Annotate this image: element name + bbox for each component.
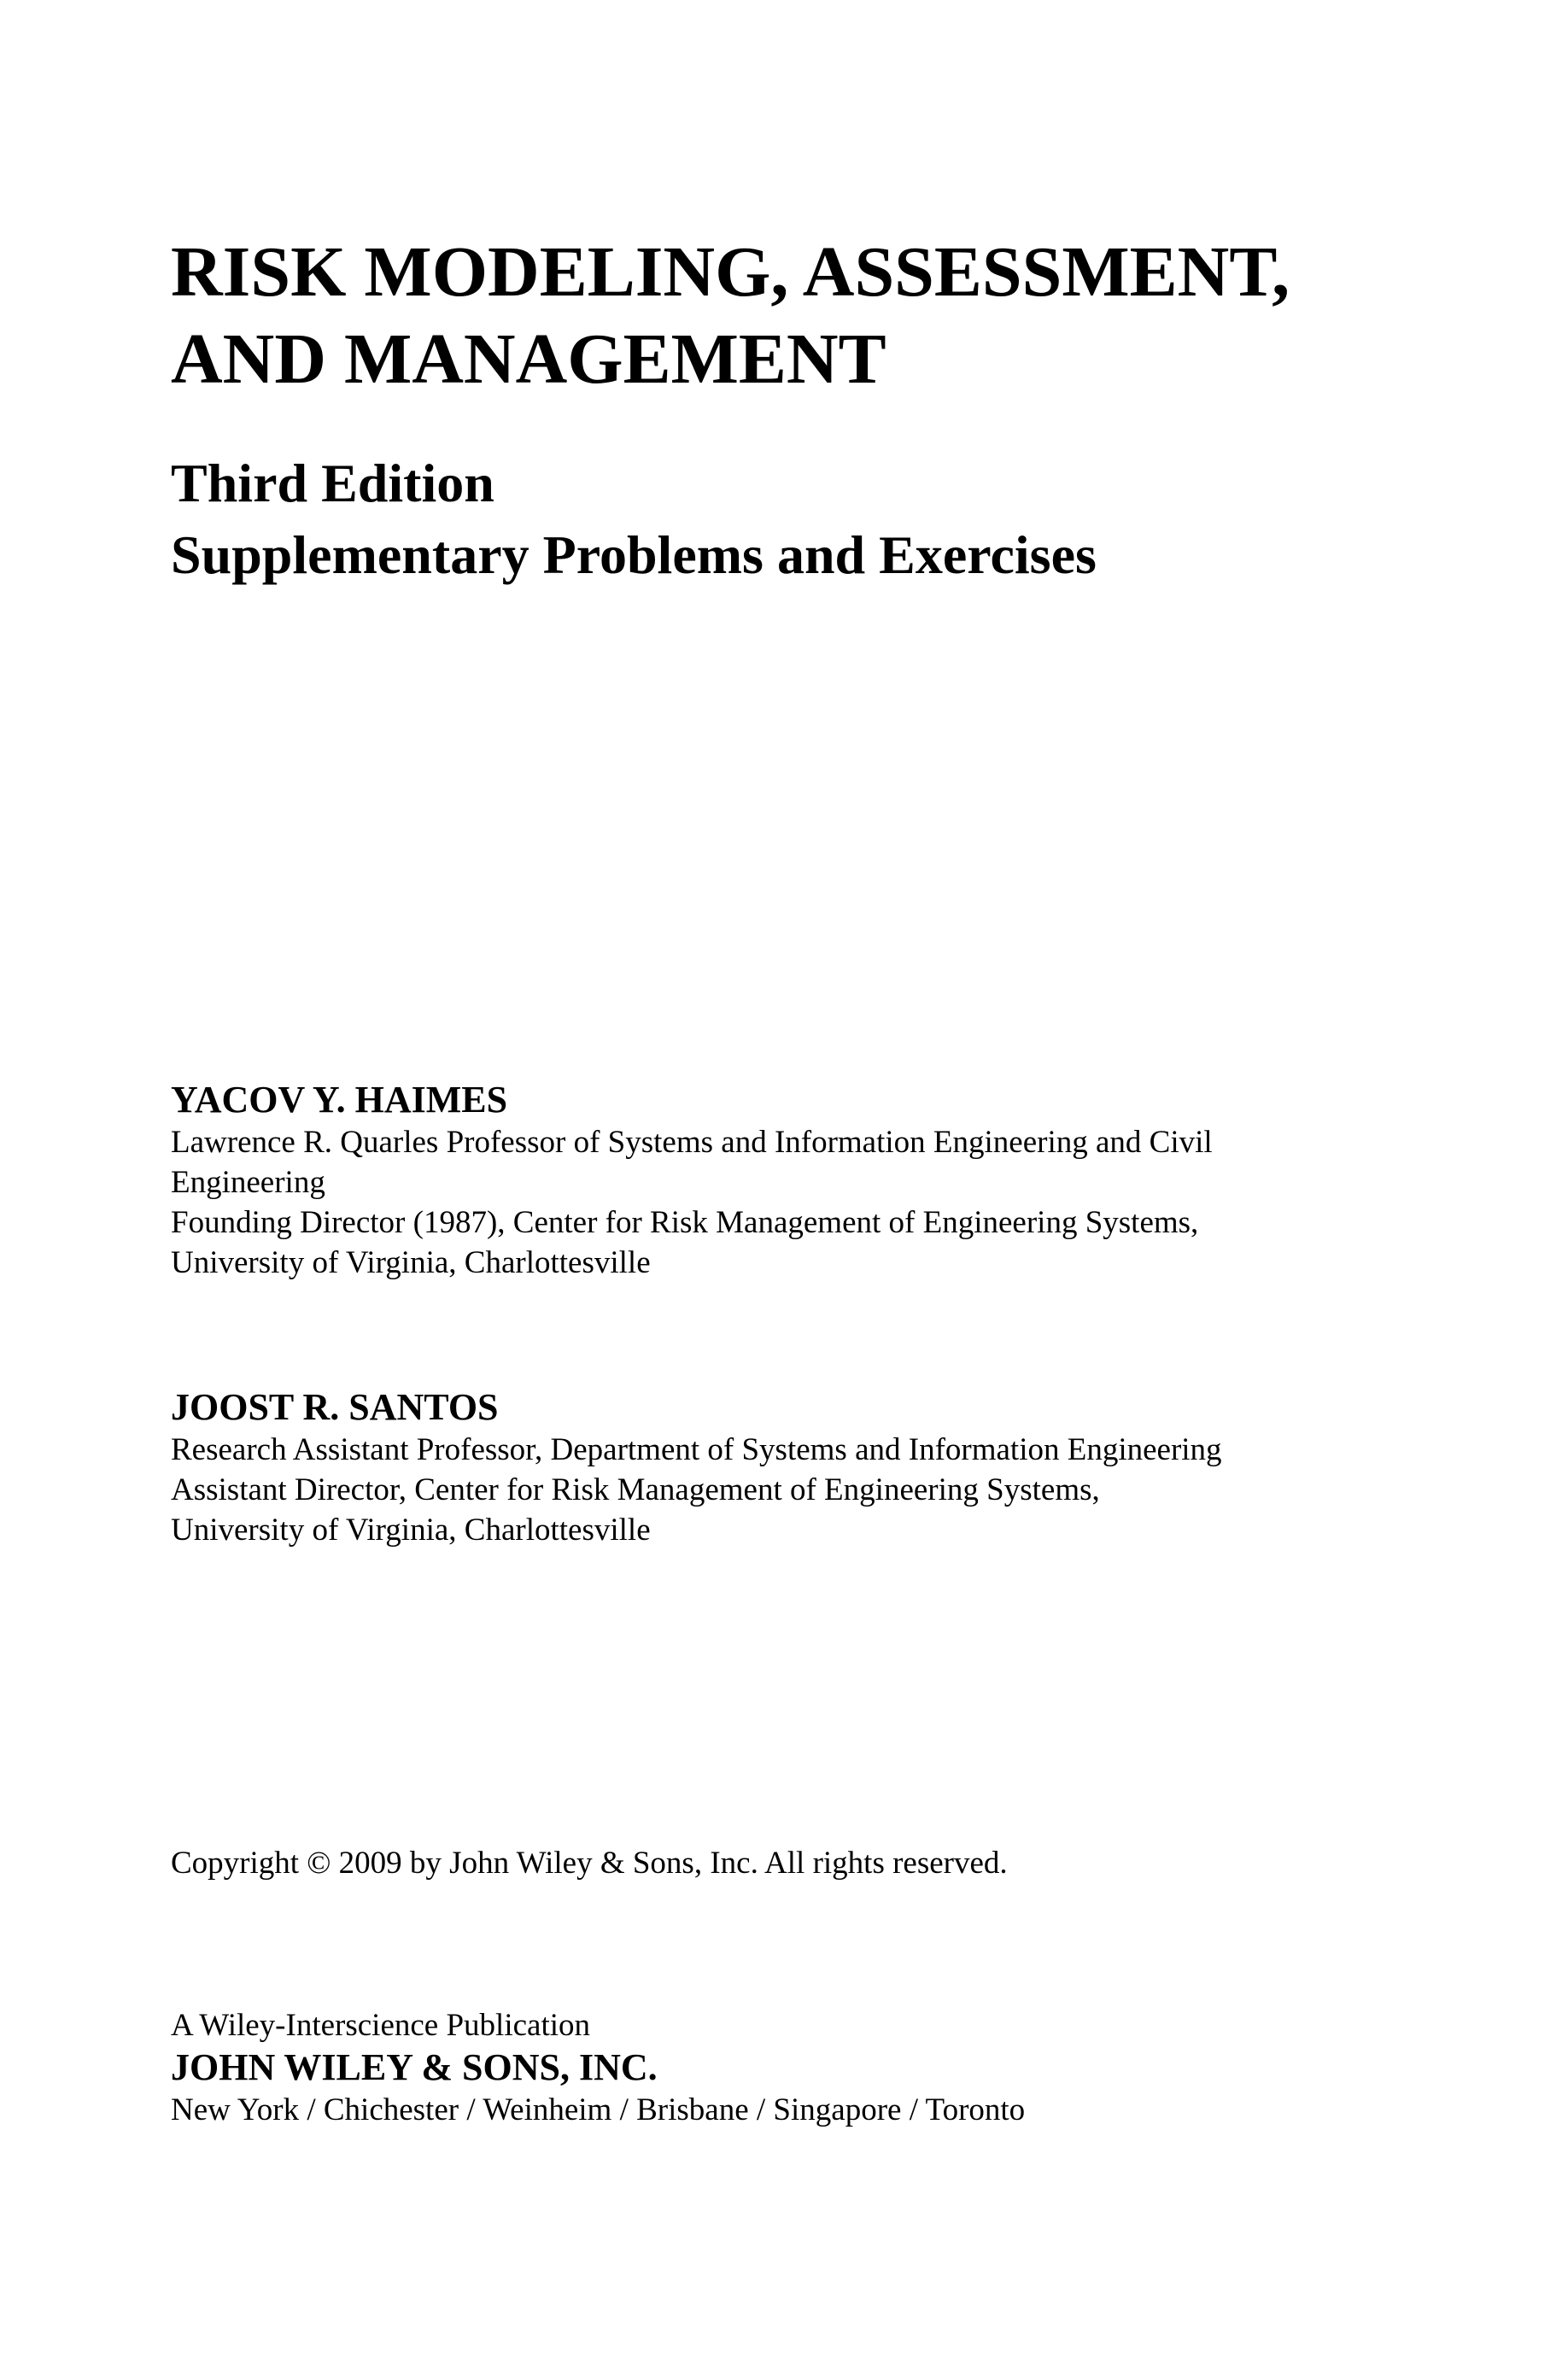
author-affiliation-line: Engineering — [171, 1165, 325, 1200]
author-affiliation-line: Assistant Director, Center for Risk Management of Engineering Systems, — [171, 1472, 1100, 1507]
publisher-imprint: A Wiley-Interscience Publication — [171, 2008, 591, 2043]
copyright-text: Copyright © 2009 by John Wiley & Sons, Inc. All rights reserved. — [171, 1846, 1008, 1881]
author-affiliation-line: University of Virginia, Charlottesville — [171, 1245, 651, 1280]
book-title — [171, 229, 1452, 403]
publisher-block — [171, 2005, 1452, 2130]
copyright-notice — [171, 1843, 1452, 1883]
author-affiliation-line: Founding Director (1987), Center for Risk Management of Engineering Systems, — [171, 1205, 1199, 1240]
author-affiliation-line: University of Virginia, Charlottesville — [171, 1513, 651, 1548]
publisher-name: JOHN WILEY & SONS, INC. — [171, 2046, 658, 2088]
author-affiliation-line: Lawrence R. Quarles Professor of Systems and Information Engineering and Civil — [171, 1125, 1213, 1160]
author-block-2 — [171, 1385, 1452, 1550]
author-name: YACOV Y. HAIMES — [171, 1079, 508, 1121]
book-title-line-2: AND MANAGEMENT — [171, 319, 886, 399]
book-subtitle — [171, 448, 1452, 591]
author-affiliation-line: Research Assistant Professor, Department of Systems and Information Engineering — [171, 1432, 1222, 1467]
supplement-label: Supplementary Problems and Exercises — [171, 524, 1097, 585]
publisher-locations: New York / Chichester / Weinheim / Brisbane / Singapore / Toronto — [171, 2092, 1026, 2127]
edition-label: Third Edition — [171, 453, 494, 513]
author-name: JOOST R. SANTOS — [171, 1386, 499, 1428]
book-title-line-1: RISK MODELING, ASSESSMENT, — [171, 232, 1290, 312]
author-block-1 — [171, 1078, 1452, 1283]
